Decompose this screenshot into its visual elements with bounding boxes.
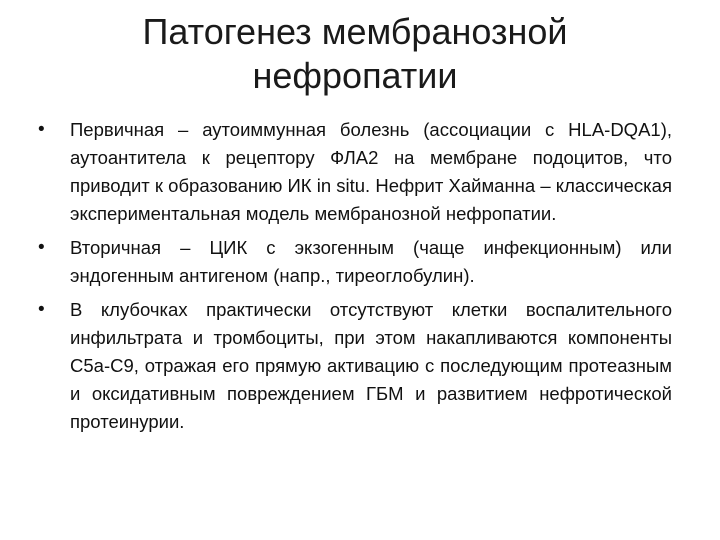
bullet-icon: • xyxy=(38,119,45,140)
slide-title xyxy=(38,10,672,98)
bullet-icon: • xyxy=(38,299,45,320)
bullet-text-glomeruli: В клубочках практически отсутствуют клетки воспалительного инфильтрата и тромбоциты, при этом накапливаются компоненты С5а-С9, отражая его прямую активацию с последующим протеазным и оксидативным повреждением ГБМ и развитием нефротической протеинурии. xyxy=(70,299,672,432)
bullet-list xyxy=(38,116,672,436)
bullet-text-primary: Первичная – аутоиммунная болезнь (ассоциации с HLA-DQA1), аутоантитела к рецептору ФЛА2 на мембране подоцитов, что приводит к образованию ИК in situ. Нефрит Хайманна – классическая экспериментальная модель мембранозной нефропатии. xyxy=(70,119,672,224)
bullet-item-glomeruli xyxy=(38,296,672,436)
bullet-item-secondary xyxy=(38,234,672,290)
slide-title-line-2: нефропатии xyxy=(252,55,458,96)
bullet-text-secondary: Вторичная – ЦИК с экзогенным (чаще инфекционным) или эндогенным антигеном (напр., тиреоглобулин). xyxy=(70,237,672,286)
slide-title-line-1: Патогенез мембранозной xyxy=(142,11,568,52)
bullet-icon: • xyxy=(38,237,45,258)
bullet-item-primary xyxy=(38,116,672,228)
